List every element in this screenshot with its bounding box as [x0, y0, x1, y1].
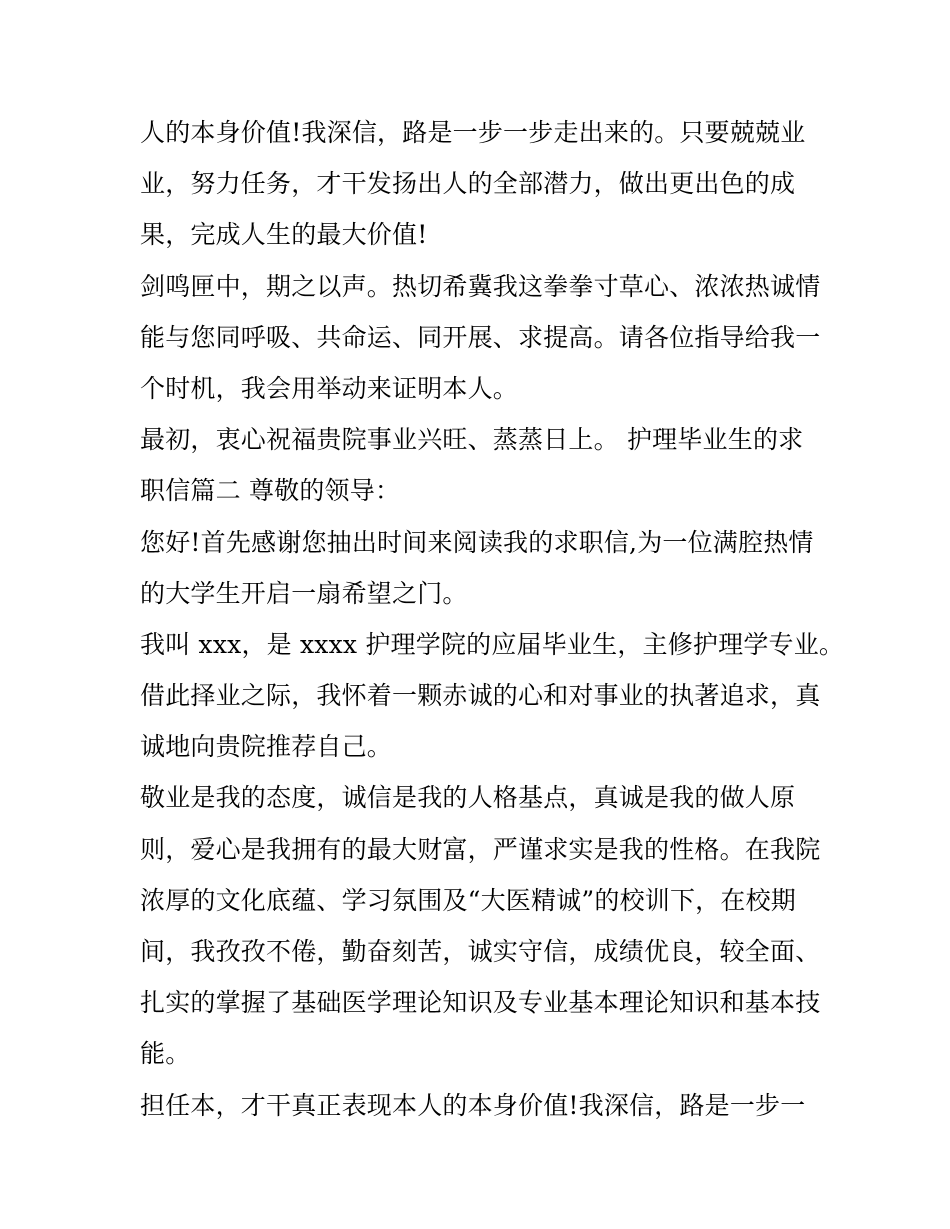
- text-line: 能。: [140, 1039, 191, 1069]
- text-line: 敬业是我的态度，诚信是我的人格基点，真诚是我的做人原: [140, 783, 796, 813]
- text-line: 业，努力任务，才干发扬出人的全部潜力，做出更出色的成: [140, 169, 796, 199]
- text-line: 浓厚的文化底蕴、学习氛围及“大医精诚”的校训下，在校期: [140, 885, 796, 915]
- text-line: 间，我孜孜不倦，勤奋刻苦，诚实守信，成绩优良，较全面、: [140, 937, 821, 966]
- text-line: 最初，衷心祝福贵院事业兴旺、蒸蒸日上。 护理毕业生的求: [140, 425, 804, 455]
- text-line: 担任本，才干真正表现本人的本身价值!我深信，路是一步一: [140, 1090, 806, 1120]
- text-line: 我叫 xxx，是 xxxx 护理学院的应届毕业生，主修护理学专业。: [140, 629, 845, 659]
- text-line: 您好!首先感谢您抽出时间来阅读我的求职信,为一位满腔热情: [140, 527, 814, 557]
- text-line: 则，爱心是我拥有的最大财富，严谨求实是我的性格。在我院: [140, 834, 821, 864]
- text-line: 能与您同呼吸、共命运、同开展、求提高。请各位指导给我一: [140, 322, 821, 352]
- text-line: 个时机，我会用举动来证明本人。: [140, 373, 519, 403]
- text-line: 剑鸣匣中，期之以声。热切希冀我这拳拳寸草心、浓浓热诚情: [140, 271, 821, 301]
- text-line: 借此择业之际，我怀着一颗赤诚的心和对事业的执著追求，真: [140, 681, 821, 711]
- text-line: 的大学生开启一扇希望之门。: [140, 578, 468, 608]
- text-line: 诚地向贵院推荐自己。: [140, 732, 393, 762]
- text-line: 职信篇二 尊敬的领导：: [140, 476, 401, 506]
- text-line: 人的本身价值!我深信，路是一步一步走出来的。只要兢兢业: [140, 118, 806, 147]
- text-line: 扎实的掌握了基础医学理论知识及专业基本理论知识和基本技: [140, 988, 821, 1018]
- text-line: 果，完成人生的最大价值!: [140, 220, 428, 250]
